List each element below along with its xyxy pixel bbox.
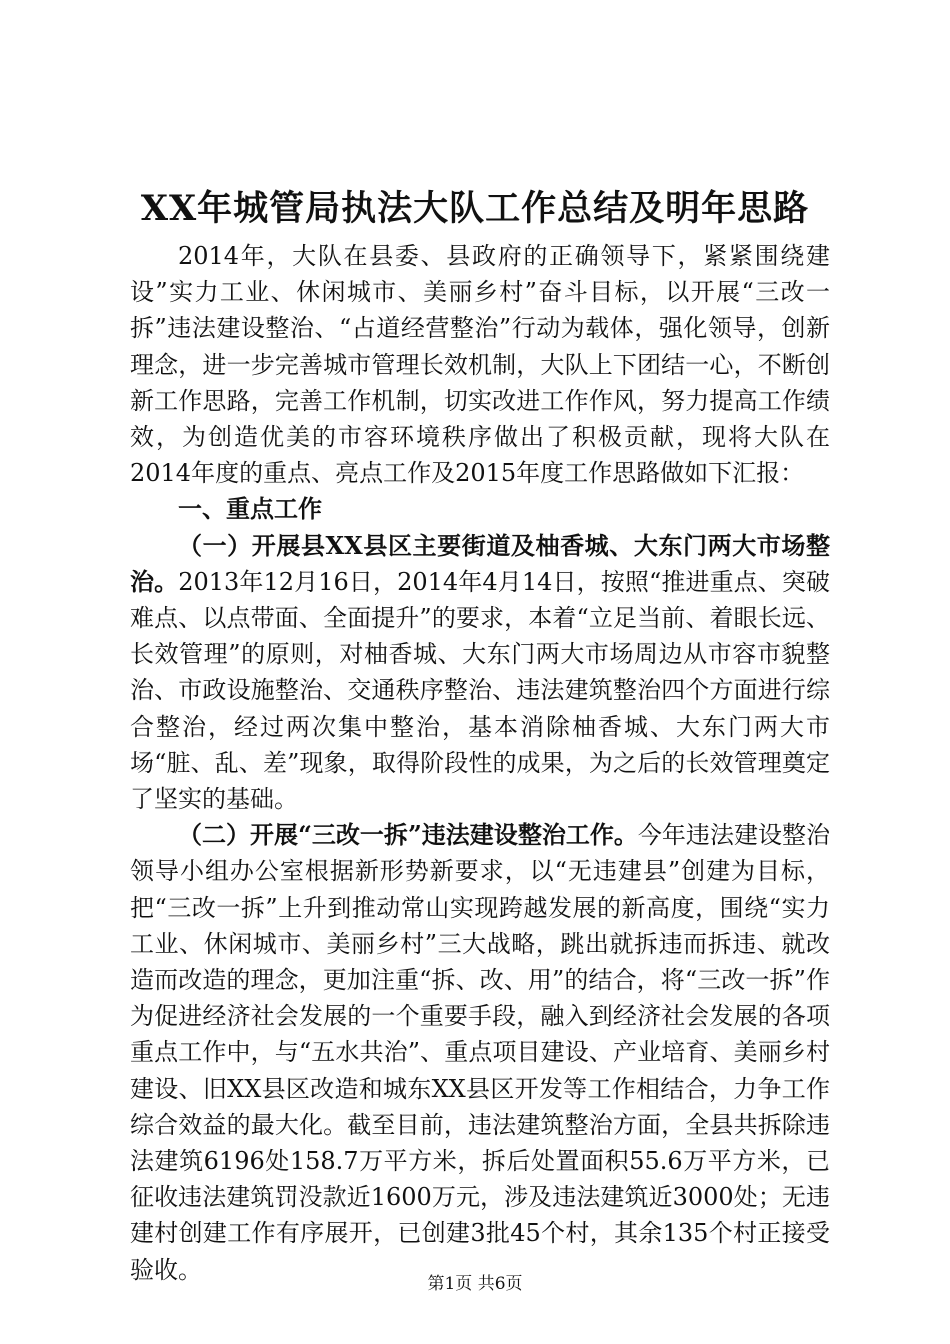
document-title: XX年城管局执法大队工作总结及明年思路 xyxy=(140,188,810,229)
item-paragraph-2 xyxy=(130,817,830,1288)
item-lead-1: （一）开展县XX县区主要街道及柚香城、大东门两大市场整治。 xyxy=(130,530,830,596)
item-text-1: 2013年12月16日，2014年4月14日，按照“推进重点、突破难点、以点带面、全面提升”的要求，本着“立足当前、着眼长远、长效管理”的原则，对柚香城、大东门两大市场周边从市容市貌整治、市政设施整治、交通秩序整治、违法建筑整治四个方面进行综合整治，经过两次集中整治，基本消除柚香城、大东门两大市场“脏、乱、差”现象，取得阶段性的成果，为之后的长效管理奠定了坚实的基础。 xyxy=(130,567,831,814)
item-lead-2: （二）开展“三改一拆”违法建设整治工作。 xyxy=(178,820,638,850)
item-paragraph-1 xyxy=(130,528,830,818)
section-heading: 一、重点工作 xyxy=(178,494,322,524)
page-footer: 第1页 共6页 xyxy=(427,1274,523,1294)
intro-paragraph: 2014年，大队在县委、县政府的正确领导下，紧紧围绕建设”实力工业、休闲城市、美丽乡村”奋斗目标，以开展“三改一拆”违法建设整治、“占道经营整治”行动为载体，强化领导，创新理念，进一步完善城市管理长效机制，大队上下团结一心，不断创新工作思路，完善工作机制，切实改进工作作风，努力提高工作绩效，为创造优美的市容环境秩序做出了积极贡献，现将大队在2014年度的重点、亮点工作及2015年度工作思路做如下汇报： xyxy=(130,242,830,488)
item-text-2: 今年违法建设整治领导小组办公室根据新形势新要求，以“无违建县”创建为目标，把“三改一拆”上升到推动常山实现跨越发展的新高度，围绕“实力工业、休闲城市、美丽乡村”三大战略，跳出就拆违而拆违、就改造而改造的理念，更加注重“拆、改、用”的结合，将“三改一拆”作为促进经济社会发展的一个重要手段，融入到经济社会发展的各项重点工作中，与“五水共治”、重点项目建设、产业培育、美丽乡村建设、旧XX县区改造和城东XX县区开发等工作相结合，力争工作综合效益的最大化。截至目前，违法建筑整治方面，全县共拆除违法建筑6196处158.7万平方米，拆后处置面积55.6万平方米，已征收违法建筑罚没款近1600万元，涉及违法建筑近3000处；无违建村创建工作有序展开，已创建3批45个村，其余135个村正接受验收。 xyxy=(130,821,831,1284)
document-body xyxy=(130,238,830,1288)
